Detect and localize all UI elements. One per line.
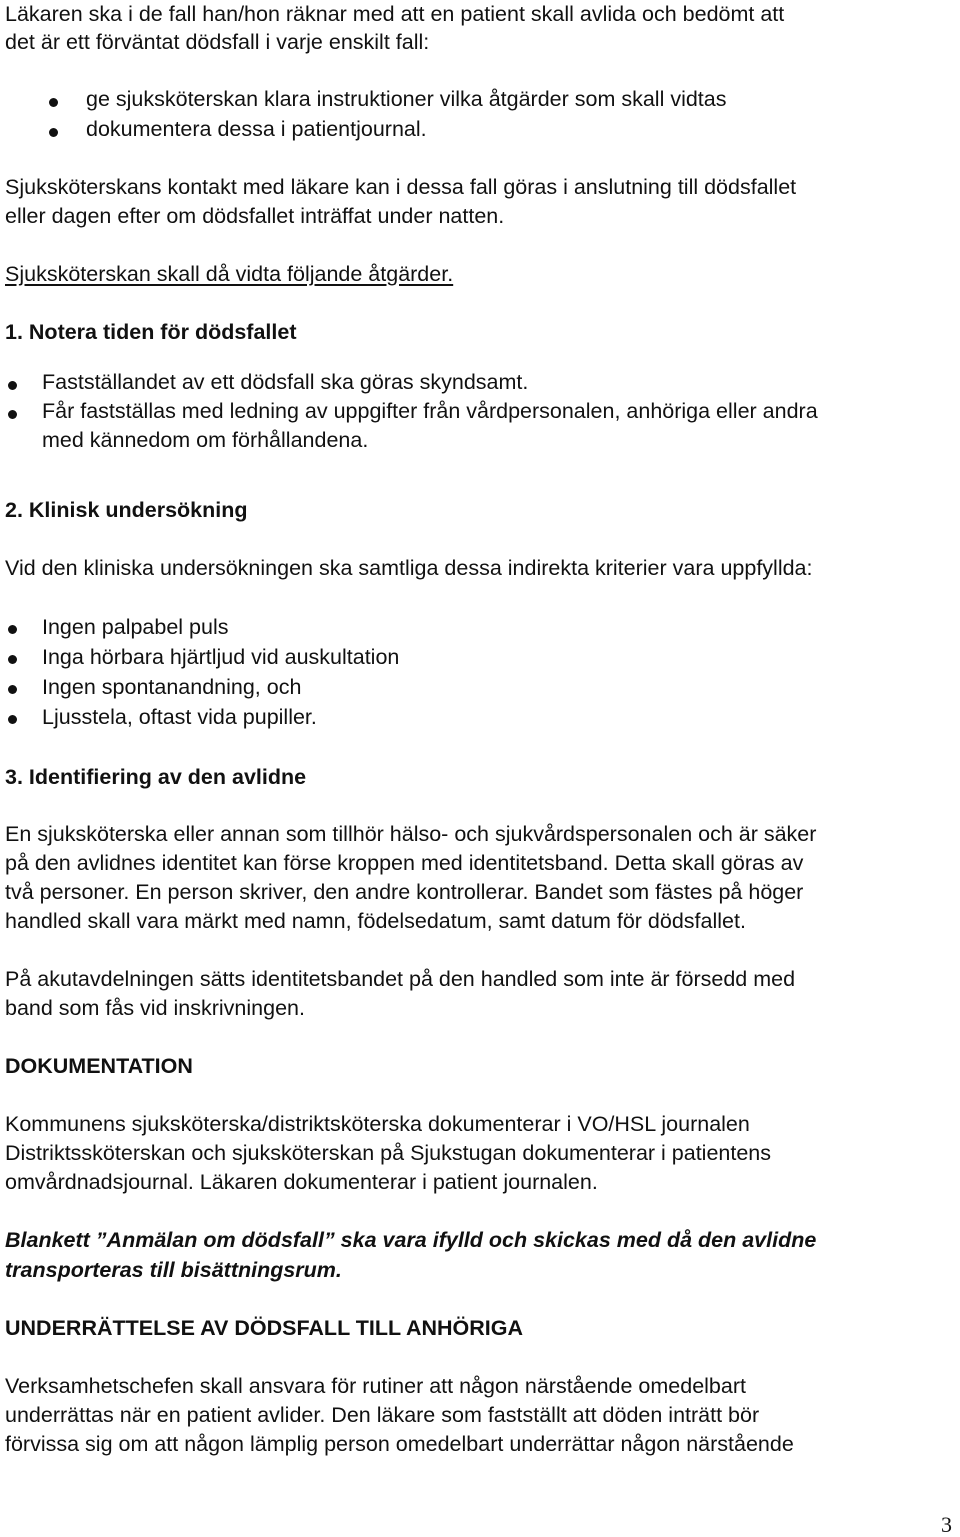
bullet-icon — [8, 625, 17, 634]
contact-paragraph-line-1: Sjuksköterskans kontakt med läkare kan i dessa fall göras i anslutning till dödsfallet — [5, 175, 797, 199]
section-3-para-2-line-1: På akutavdelningen sätts identitetsbandet på den handled som inte är försedd med — [5, 967, 796, 991]
section-3-para-2-line-2: band som fås vid inskrivningen. — [5, 996, 305, 1020]
documentation-line-3: omvårdnadsjournal. Läkaren dokumenterar i patient journalen. — [5, 1170, 598, 1194]
section-3-para-1-line-3: två personer. En person skriver, den andre kontrollerar. Bandet som fästes på höger — [5, 880, 804, 904]
bullet-icon — [8, 381, 17, 390]
bullet-icon — [49, 128, 58, 137]
section-3-para-1-line-4: handled skall vara märkt med namn, födelsedatum, samt datum för dödsfallet. — [5, 909, 746, 933]
section-2-heading: 2. Klinisk undersökning — [5, 498, 248, 522]
intro-line-2: det är ett förväntat dödsfall i varje enskilt fall: — [5, 30, 430, 54]
documentation-heading: DOKUMENTATION — [5, 1054, 193, 1078]
section-3-para-1-line-2: på den avlidnes identitet kan förse kroppen med identitetsband. Detta skall göras av — [5, 851, 804, 875]
bullet-icon — [8, 685, 17, 694]
page-number: 3 — [941, 1512, 952, 1537]
notification-line-1: Verksamhetschefen skall ansvara för rutiner att någon närstående omedelbart — [5, 1374, 746, 1398]
documentation-line-1: Kommunens sjuksköterska/distriktsköterska dokumenterar i VO/HSL journalen — [5, 1112, 750, 1136]
form-notice-line-1: Blankett ”Anmälan om dödsfall” ska vara ifylld och skickas med då den avlidne — [5, 1228, 817, 1252]
notification-line-3: förvissa sig om att någon lämplig person omedelbart underrättar någon närstående — [5, 1432, 794, 1456]
form-notice-line-2: transporteras till bisättningsrum. — [5, 1258, 342, 1282]
list-item: Fastställandet av ett dödsfall ska göras skyndsamt. — [42, 370, 529, 394]
intro-line-1: Läkaren ska i de fall han/hon räknar med att en patient skall avlida och bedömt att — [5, 2, 785, 26]
list-item: Ljusstela, oftast vida pupiller. — [42, 705, 317, 729]
section-1-heading: 1. Notera tiden för dödsfallet — [5, 320, 297, 344]
list-item: Ingen palpabel puls — [42, 615, 229, 639]
bullet-icon — [8, 655, 17, 664]
section-2-intro: Vid den kliniska undersökningen ska samtliga dessa indirekta kriterier vara uppfyllda: — [5, 556, 813, 580]
notification-heading: UNDERRÄTTELSE AV DÖDSFALL TILL ANHÖRIGA — [5, 1316, 523, 1340]
notification-line-2: underrättas när en patient avlider. Den läkare som fastställt att döden inträtt bör — [5, 1403, 760, 1427]
bullet-icon — [8, 410, 17, 419]
list-item: Får fastställas med ledning av uppgifter från vårdpersonalen, anhöriga eller andra — [42, 399, 818, 423]
contact-paragraph-line-2: eller dagen efter om dödsfallet inträffat under natten. — [5, 204, 505, 228]
bullet-icon — [49, 98, 58, 107]
list-item: Ingen spontanandning, och — [42, 675, 302, 699]
list-item: ge sjuksköterskan klara instruktioner vilka åtgärder som skall vidtas — [86, 87, 727, 111]
list-item: dokumentera dessa i patientjournal. — [86, 117, 427, 141]
bullet-icon — [8, 715, 17, 724]
list-item-continuation: med kännedom om förhållandena. — [42, 428, 369, 452]
section-3-para-1-line-1: En sjuksköterska eller annan som tillhör hälso- och sjukvårdspersonalen och är säker — [5, 822, 817, 846]
list-item: Inga hörbara hjärtljud vid auskultation — [42, 645, 400, 669]
actions-heading: Sjuksköterskan skall då vidta följande åtgärder. — [5, 262, 454, 286]
section-3-heading: 3. Identifiering av den avlidne — [5, 765, 307, 789]
documentation-line-2: Distriktssköterskan och sjuksköterskan på Sjukstugan dokumenterar i patientens — [5, 1141, 772, 1165]
